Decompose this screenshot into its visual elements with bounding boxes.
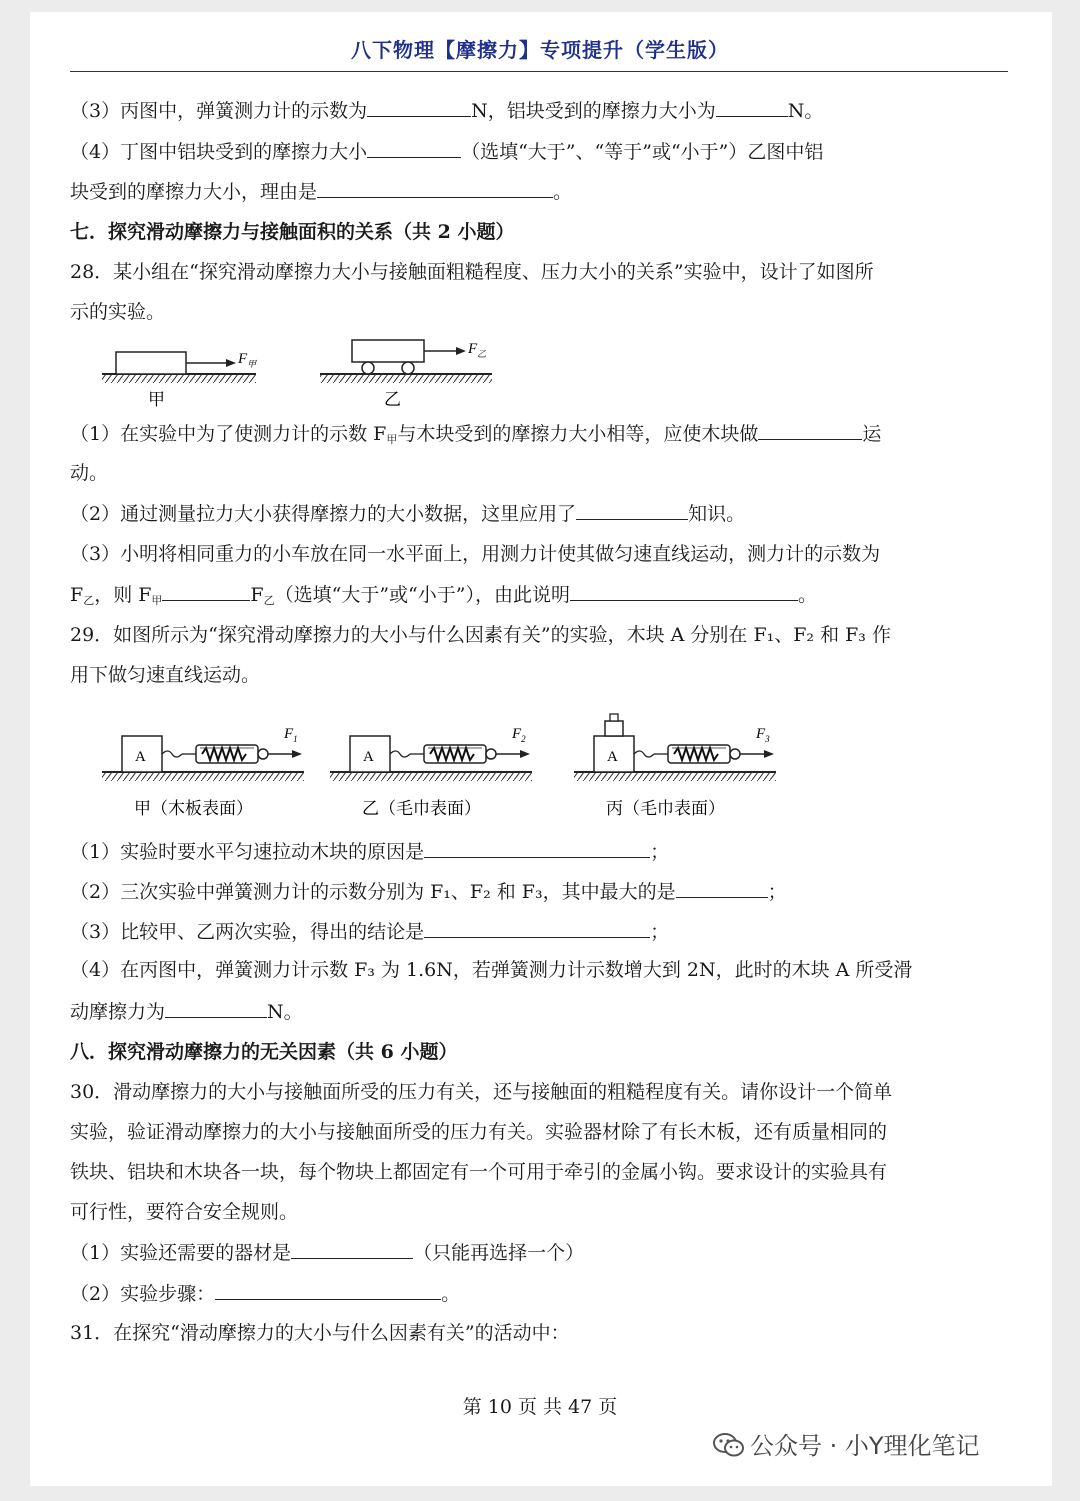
svg-text:A: A — [607, 749, 618, 765]
wood-block — [116, 352, 186, 374]
svg-text:F乙: $F_乙$ — [468, 341, 487, 359]
answer-blank[interactable] — [317, 179, 553, 198]
svg-text:A: A — [363, 749, 374, 765]
page-header-title: 八下物理【摩擦力】专项提升（学生版） — [351, 38, 729, 62]
question-28: 28．某小组在“探究滑动摩擦力大小与接触面粗糙程度、压力大小的关系”实验中，设计了如图所 — [70, 261, 874, 283]
figure-28 — [100, 334, 500, 414]
text-line: （4）在丙图中，弹簧测力计示数 F₃ 为 1.6N，若弹簧测力计示数增大到 2N，此时的木块 A 所受滑 — [70, 959, 913, 981]
caption-yi: 乙（毛巾表面） — [362, 799, 481, 819]
text-line: 示的实验。 — [70, 301, 166, 323]
text-line: （2）通过测量拉力大小获得摩擦力的大小数据，这里应用了 知识。 — [70, 503, 746, 525]
svg-text:F3: $F_3$ — [756, 726, 770, 744]
answer-blank[interactable] — [291, 1240, 413, 1259]
text-line: 实验，验证滑动摩擦力的大小与接触面所受的压力有关。实验器材除了有长木板，还有质量相同的 — [70, 1121, 888, 1143]
text-line: （2）实验步骤： 。 — [70, 1283, 461, 1305]
text-line: 动摩擦力为 N。 — [70, 1001, 303, 1023]
svg-text:F2: $F_2$ — [512, 726, 526, 744]
caption-jia: 甲（木板表面） — [134, 799, 253, 819]
section-heading-7: 七．探究滑动摩擦力与接触面积的关系（共 2 小题） — [70, 221, 515, 243]
svg-text:F1: $F_1$ — [284, 726, 298, 744]
figure-29 — [100, 708, 790, 826]
text-line: （1）在实验中为了使测力计的示数 $F_甲$与木块受到的摩擦力大小相等，应使木块做 运 — [70, 423, 882, 446]
watermark: 公众号 · 小Y理化笔记 — [712, 1426, 980, 1461]
answer-blank[interactable] — [165, 999, 267, 1018]
text-line: 用下做匀速直线运动。 — [70, 664, 261, 686]
figure-29-bing — [574, 714, 776, 819]
text-line: 铁块、铝块和木块各一块，每个物块上都固定有一个可用于牵引的金属小钩。要求设计的实验具有 — [70, 1161, 888, 1183]
caption-bing: 丙（毛巾表面） — [606, 799, 725, 819]
svg-text:F甲: $F_甲$ — [238, 351, 257, 369]
answer-blank[interactable] — [576, 501, 688, 520]
question-30: 30．滑动摩擦力的大小与接触面所受的压力有关，还与接触面的粗糙程度有关。请你设计一个简单 — [70, 1081, 893, 1103]
text-line: （1）实验还需要的器材是 （只能再选择一个） — [70, 1242, 585, 1264]
text-line: （1）实验时要水平匀速拉动木块的原因是 ； — [70, 841, 670, 863]
page-footer: 第 10 页 共 47 页 — [462, 1396, 618, 1418]
answer-blank[interactable] — [215, 1281, 441, 1300]
cart — [352, 340, 424, 362]
section-heading-8: 八．探究滑动摩擦力的无关因素（共 6 小题） — [70, 1041, 458, 1063]
text-line: 可行性，要符合安全规则。 — [70, 1201, 299, 1223]
header-rule — [70, 71, 1008, 72]
answer-blank[interactable] — [676, 879, 768, 898]
text-line: （3）小明将相同重力的小车放在同一水平面上，用测力计使其做匀速直线运动，测力计的示数为 — [70, 543, 881, 565]
svg-text:A: A — [135, 749, 146, 765]
text-line: 块受到的摩擦力大小，理由是 。 — [70, 181, 573, 203]
answer-blank[interactable] — [716, 98, 788, 117]
answer-blank[interactable] — [424, 919, 650, 938]
question-29: 29．如图所示为“探究滑动摩擦力的大小与什么因素有关”的实验，木块 A 分别在 F₁、F₂ 和 F₃ 作 — [70, 624, 891, 646]
text-line: （3）丙图中，弹簧测力计的示数为 N，铝块受到的摩擦力大小为 N。 — [70, 100, 824, 122]
text-line: $F_乙$，则 $F_甲$ $F_乙$（选填“大于”或“小于”），由此说明 。 — [70, 584, 817, 607]
text-line: 动。 — [70, 462, 109, 484]
answer-blank[interactable] — [367, 139, 461, 158]
text-line: （3）比较甲、乙两次实验，得出的结论是 ； — [70, 921, 670, 943]
weight — [605, 721, 623, 736]
figure-29-jia — [102, 726, 304, 819]
label-jia: 甲 — [148, 390, 165, 410]
answer-blank[interactable] — [570, 582, 798, 601]
answer-blank[interactable] — [367, 98, 471, 117]
answer-blank[interactable] — [424, 839, 650, 858]
wechat-icon — [712, 1431, 746, 1459]
text-line: （2）三次实验中弹簧测力计的示数分别为 F₁、F₂ 和 F₃，其中最大的是 ； — [70, 881, 787, 903]
figure-yi — [320, 340, 492, 410]
text-line: （4）丁图中铝块受到的摩擦力大小 （选填“大于”、“等于”或“小于”）乙图中铝 — [70, 141, 824, 163]
answer-blank[interactable] — [162, 582, 250, 601]
figure-jia — [102, 351, 257, 410]
question-31: 31．在探究“滑动摩擦力的大小与什么因素有关”的活动中： — [70, 1322, 570, 1344]
label-yi: 乙 — [384, 390, 401, 410]
answer-blank[interactable] — [758, 421, 862, 440]
figure-29-yi — [330, 726, 532, 819]
